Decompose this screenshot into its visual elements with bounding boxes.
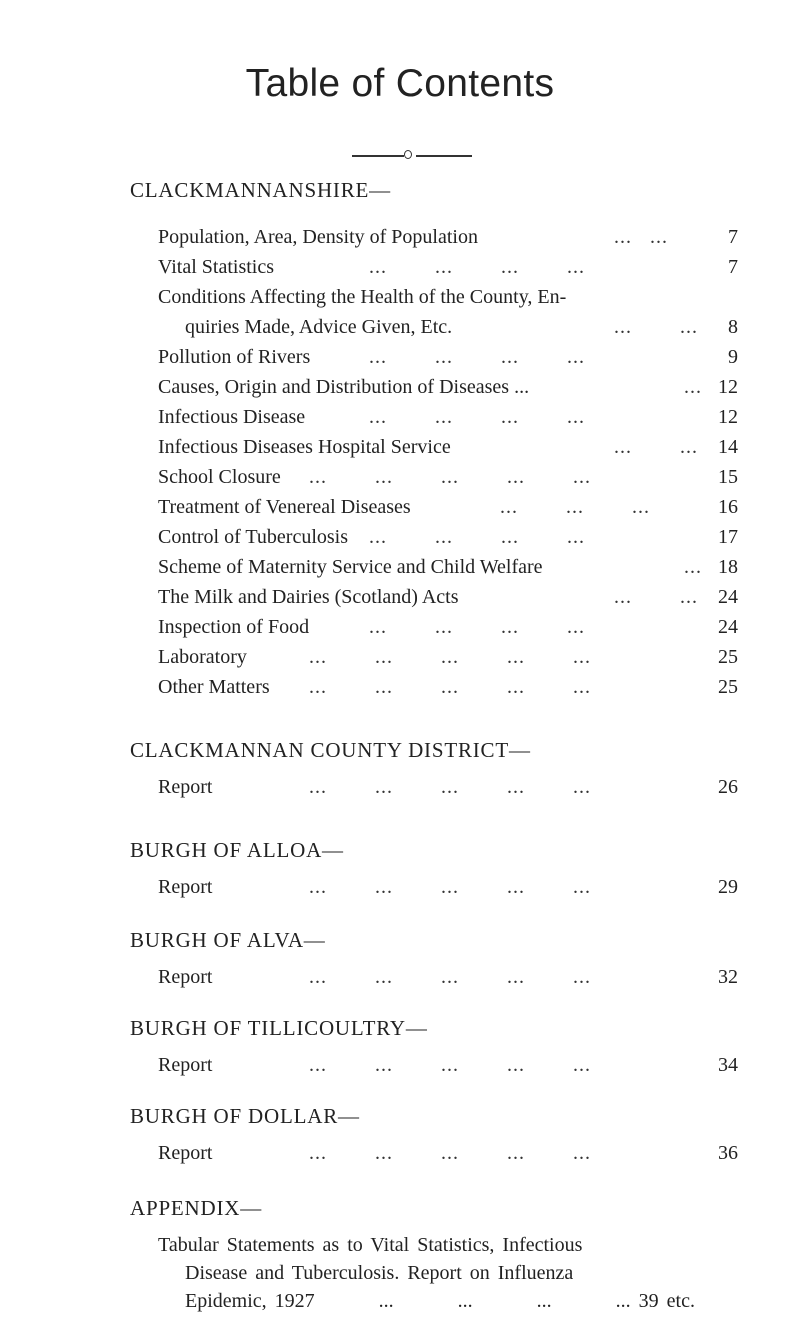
entry-label: Infectious Disease	[158, 406, 306, 428]
section-heading: BURGH OF DOLLAR—	[130, 1104, 360, 1128]
entry-page-number: 9	[728, 346, 738, 368]
entry-page-number: 36	[718, 1142, 738, 1164]
entry-label: Causes, Origin and Distribution of Diseases ...	[158, 376, 530, 398]
leader-dots: ... ... ... ... ...	[309, 466, 591, 488]
entry-label: Infectious Diseases Hospital Service	[158, 436, 451, 458]
toc-entry	[0, 316, 800, 346]
leader-dots: ... ... ... ... ...	[309, 776, 591, 798]
leader-dots: ... ... ... ... ...	[309, 646, 591, 668]
appendix-text-line: Epidemic, 1927 ... ... ... ... 39 etc.	[185, 1290, 695, 1312]
section-heading: CLACKMANNANSHIRE—	[130, 178, 391, 202]
toc-entry	[0, 586, 800, 616]
entry-page-number: 15	[718, 466, 738, 488]
entry-page-number: 25	[718, 676, 738, 698]
entry-page-number: 26	[718, 776, 738, 798]
leader-dots: ... ...	[614, 436, 698, 458]
toc-entry	[0, 496, 800, 526]
entry-page-number: 32	[718, 966, 738, 988]
entry-page-number: 18	[718, 556, 738, 578]
entry-page-number: 7	[728, 256, 738, 278]
entry-page-number: 24	[718, 616, 738, 638]
toc-entry	[0, 966, 800, 996]
toc-entry	[0, 776, 800, 806]
entry-label: Population, Area, Density of Population	[158, 226, 478, 248]
entry-page-number: 29	[718, 876, 738, 898]
entry-label: Laboratory	[158, 646, 247, 668]
entry-page-number: 14	[718, 436, 738, 458]
section-heading: BURGH OF ALLOA—	[130, 838, 344, 862]
toc-entry	[0, 1142, 800, 1172]
leader-dots: ... ... ... ... ...	[309, 876, 591, 898]
entry-page-number: 7	[728, 226, 738, 248]
leader-dots: ... ... ... ...	[369, 526, 585, 548]
ornament-circle-icon	[404, 150, 412, 159]
entry-label: The Milk and Dairies (Scotland) Acts	[158, 586, 459, 608]
leader-dots: ...	[684, 556, 702, 578]
toc-entry	[0, 556, 800, 586]
entry-label: Conditions Affecting the Health of the County, En-	[158, 286, 567, 308]
entry-label: Vital Statistics	[158, 256, 275, 278]
entry-page-number: 34	[718, 1054, 738, 1076]
entry-label: Report	[158, 776, 213, 798]
leader-dots: ...	[684, 376, 702, 398]
entry-page-number: 16	[718, 496, 738, 518]
entry-label: Control of Tuberculosis	[158, 526, 349, 548]
section-heading: APPENDIX—	[130, 1196, 263, 1220]
section-heading: CLACKMANNAN COUNTY DISTRICT—	[130, 738, 531, 762]
entry-label: Report	[158, 876, 213, 898]
leader-dots: ... ...	[614, 226, 668, 248]
leader-dots: ... ... ... ...	[369, 346, 585, 368]
toc-entry	[0, 256, 800, 286]
toc-entry	[0, 526, 800, 556]
toc-entry	[0, 1054, 800, 1084]
toc-entry	[0, 436, 800, 466]
appendix-text-line: Disease and Tuberculosis. Report on Influenza	[185, 1262, 574, 1284]
toc-entry	[0, 226, 800, 256]
leader-dots: ... ... ... ... ...	[309, 1142, 591, 1164]
section-heading: BURGH OF ALVA—	[130, 928, 326, 952]
toc-entry	[0, 616, 800, 646]
title-ornament-divider	[352, 149, 472, 163]
entry-label: Report	[158, 1054, 213, 1076]
entry-label: Report	[158, 1142, 213, 1164]
entry-label: Scheme of Maternity Service and Child Welfare	[158, 556, 543, 578]
entry-page-number: 17	[718, 526, 738, 548]
appendix-text-line: Tabular Statements as to Vital Statistics, Infectious	[158, 1234, 583, 1256]
entry-label: quiries Made, Advice Given, Etc.	[185, 316, 453, 338]
toc-entry	[0, 676, 800, 706]
entry-page-number: 25	[718, 646, 738, 668]
toc-entry	[0, 406, 800, 436]
entry-page-number: 24	[718, 586, 738, 608]
leader-dots: ... ... ... ...	[369, 616, 585, 638]
entry-label: Report	[158, 966, 213, 988]
leader-dots: ... ... ...	[500, 496, 650, 518]
entry-label: School Closure	[158, 466, 281, 488]
toc-entry	[0, 346, 800, 376]
leader-dots: ... ...	[614, 586, 698, 608]
toc-entry	[0, 466, 800, 496]
leader-dots: ... ... ... ... ...	[309, 1054, 591, 1076]
toc-entry	[0, 876, 800, 906]
entry-page-number: 12	[718, 376, 738, 398]
toc-entry	[0, 286, 800, 316]
entry-label: Treatment of Venereal Diseases	[158, 496, 411, 518]
section-heading: BURGH OF TILLICOULTRY—	[130, 1016, 428, 1040]
page-title: Table of Contents	[245, 62, 555, 105]
leader-dots: ... ... ... ... ...	[309, 676, 591, 698]
entry-label: Pollution of Rivers	[158, 346, 311, 368]
leader-dots: ... ... ... ...	[369, 256, 585, 278]
leader-dots: ... ... ... ...	[369, 406, 585, 428]
toc-entry	[0, 646, 800, 676]
toc-entry	[0, 376, 800, 406]
entry-page-number: 8	[728, 316, 738, 338]
entry-label: Inspection of Food	[158, 616, 310, 638]
leader-dots: ... ... ... ... ...	[309, 966, 591, 988]
entry-page-number: 12	[718, 406, 738, 428]
leader-dots: ... ...	[614, 316, 698, 338]
entry-label: Other Matters	[158, 676, 270, 698]
